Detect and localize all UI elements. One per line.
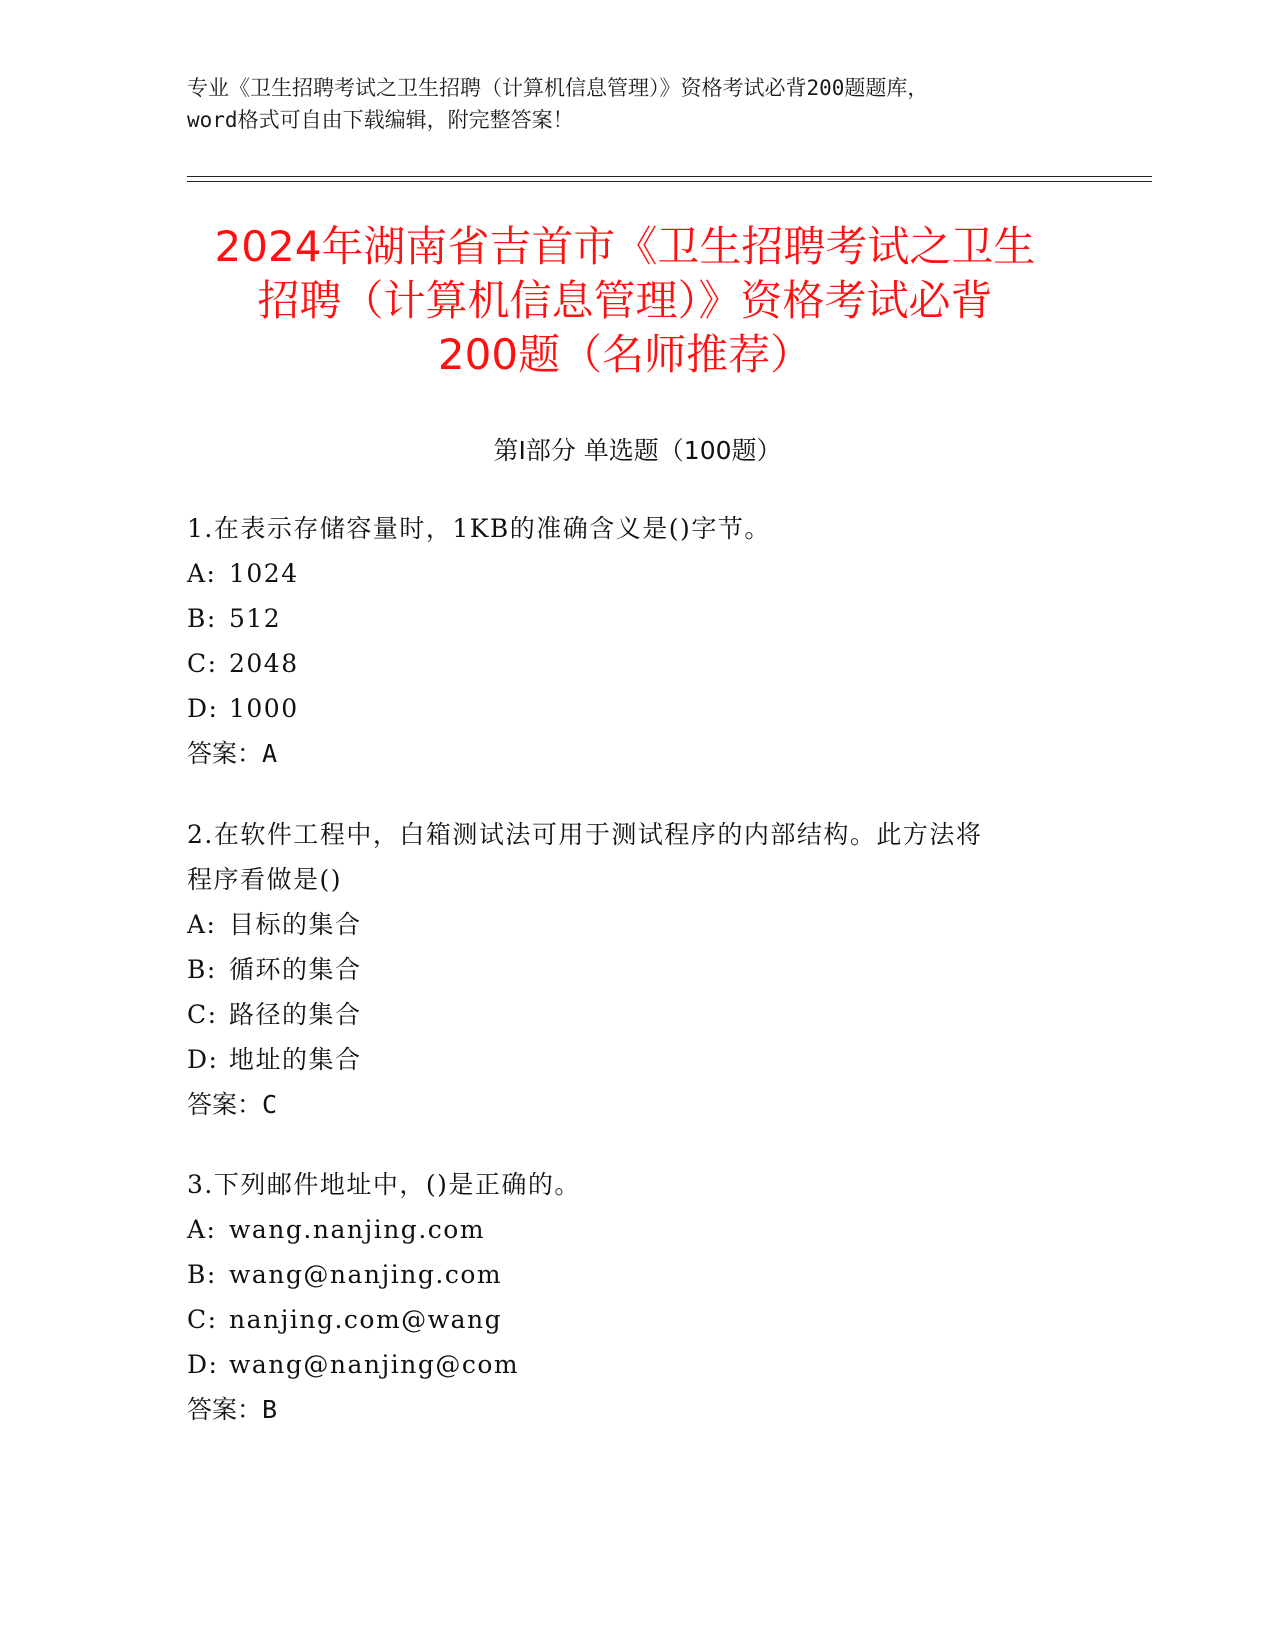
answer-text: 答案：A <box>187 739 278 768</box>
option-d <box>187 686 1087 731</box>
option-letter: B: <box>187 1260 217 1289</box>
question-1 <box>187 506 1087 776</box>
option-letter: C: <box>187 1000 218 1029</box>
option-letter: A: <box>187 559 217 588</box>
option-d <box>187 1342 1087 1387</box>
option-c <box>187 992 1087 1037</box>
option-text: wang.nanjing.com <box>229 1215 486 1244</box>
answer-text: 答案：C <box>187 1090 278 1119</box>
option-text: nanjing.com@wang <box>229 1305 503 1334</box>
option-b <box>187 947 1087 992</box>
option-letter: C: <box>187 649 218 678</box>
section-heading: 第Ⅰ部分 单选题（100题） <box>493 436 782 465</box>
question-2 <box>187 812 1087 1127</box>
option-text: 循环的集合 <box>229 955 362 984</box>
option-text: 2048 <box>229 649 299 678</box>
question-3 <box>187 1162 1087 1432</box>
option-a <box>187 902 1087 947</box>
document-title <box>160 220 1090 382</box>
option-text: 1024 <box>229 559 299 588</box>
option-letter: A: <box>187 910 217 939</box>
option-b <box>187 1252 1087 1297</box>
option-a <box>187 1207 1087 1252</box>
option-text: 目标的集合 <box>229 910 362 939</box>
option-letter: A: <box>187 1215 217 1244</box>
option-c <box>187 641 1087 686</box>
header-divider-bottom <box>187 181 1152 182</box>
option-text: 地址的集合 <box>229 1045 362 1074</box>
question-stem: 1.在表示存储容量时，1KB的准确含义是()字节。 <box>187 514 771 543</box>
option-letter: D: <box>187 1045 219 1074</box>
answer-text: 答案：B <box>187 1395 278 1424</box>
title-line-2: 招聘（计算机信息管理）》资格考试必背 <box>257 276 993 325</box>
option-letter: D: <box>187 694 219 723</box>
option-text: wang@nanjing.com <box>229 1260 503 1289</box>
question-stem: 3.下列邮件地址中，()是正确的。 <box>187 1170 581 1199</box>
option-text: wang@nanjing@com <box>229 1350 520 1379</box>
question-stem-line-2: 程序看做是() <box>187 865 343 894</box>
question-stem-line-1: 2.在软件工程中，白箱测试法可用于测试程序的内部结构。此方法将 <box>187 820 983 849</box>
title-line-1: 2024年湖南省吉首市《卫生招聘考试之卫生 <box>214 222 1036 271</box>
option-letter: C: <box>187 1305 218 1334</box>
option-a <box>187 551 1087 596</box>
option-text: 1000 <box>229 694 299 723</box>
option-letter: B: <box>187 955 217 984</box>
title-line-3: 200题（名师推荐） <box>437 330 813 379</box>
intro-line-1: 专业《卫生招聘考试之卫生招聘（计算机信息管理）》资格考试必背200题题库， <box>187 76 929 100</box>
option-d <box>187 1037 1087 1082</box>
option-b <box>187 596 1087 641</box>
header-divider-top <box>187 176 1152 177</box>
option-letter: D: <box>187 1350 219 1379</box>
document-intro <box>187 72 1107 136</box>
option-text: 路径的集合 <box>229 1000 362 1029</box>
option-letter: B: <box>187 604 217 633</box>
intro-line-2: word格式可自由下载编辑，附完整答案！ <box>187 108 574 132</box>
option-text: 512 <box>229 604 282 633</box>
option-c <box>187 1297 1087 1342</box>
